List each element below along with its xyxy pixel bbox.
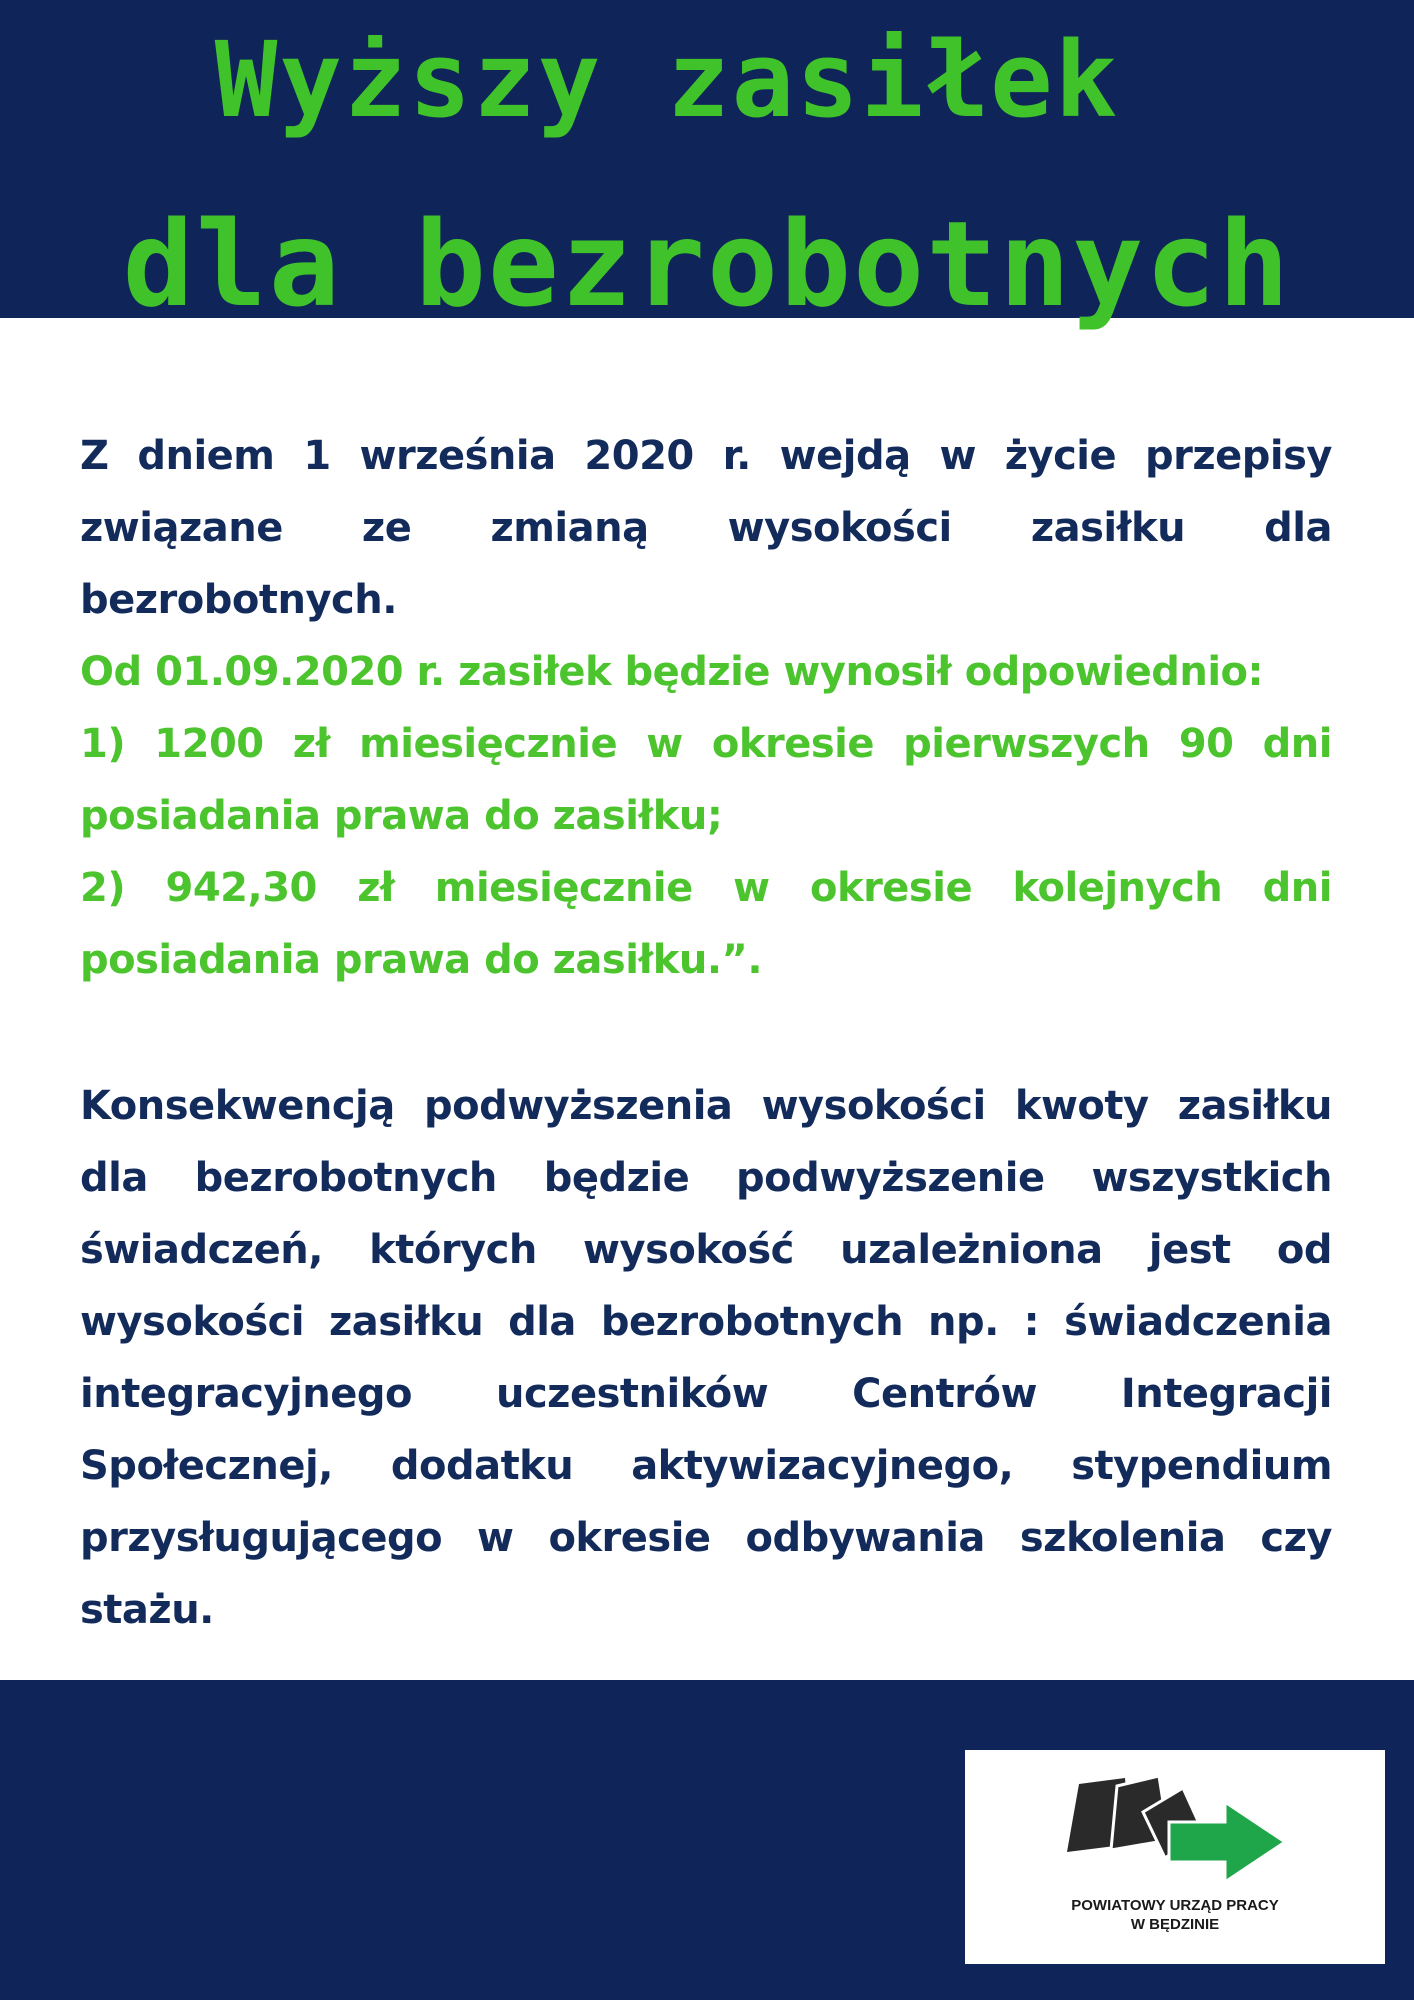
page-title-line-2: dla bezrobotnych [122, 195, 1292, 333]
consequence-paragraph: Konsekwencją podwyższenia wysokości kwoty zasiłku dla bezrobotnych będzie podwyższenie wszystkich świadczeń, których wysokość uzależniona jest od wysokości zasiłku dla bezrobotnych np. : świadczenia integracyjnego uczestników Centrów Integracji Społecznej, dodatku aktywizacyjnego, stypendium przysługującego w okresie odbywania szkolenia czy stażu. [80, 1083, 1332, 1633]
header-band [0, 0, 1414, 333]
intro-paragraph: Z dniem 1 września 2020 r. wejdą w życie przepisy związane ze zmianą wysokości zasiłku dla bezrobotnych. [80, 433, 1332, 623]
amount-item-2: 2) 942,30 zł miesięcznie w okresie kolejnych dni posiadania prawa do zasiłku.”. [80, 865, 1332, 983]
logo-caption-line-1: POWIATOWY URZĄD PRACY [1071, 1897, 1279, 1914]
amounts-lead: Od 01.09.2020 r. zasiłek będzie wynosił odpowiednio: [80, 649, 1264, 695]
logo-caption-line-2: W BĘDZINIE [1130, 1916, 1220, 1933]
logo-caption [965, 1896, 1385, 1934]
amounts-section [80, 636, 1332, 996]
office-logo [965, 1750, 1385, 1964]
amount-item-1: 1) 1200 zł miesięcznie w okresie pierwszych 90 dni posiadania prawa do zasiłku; [80, 721, 1332, 839]
logo-mark-icon [1065, 1774, 1295, 1884]
page-title-line-1: Wyższy zasiłek [214, 19, 1120, 141]
